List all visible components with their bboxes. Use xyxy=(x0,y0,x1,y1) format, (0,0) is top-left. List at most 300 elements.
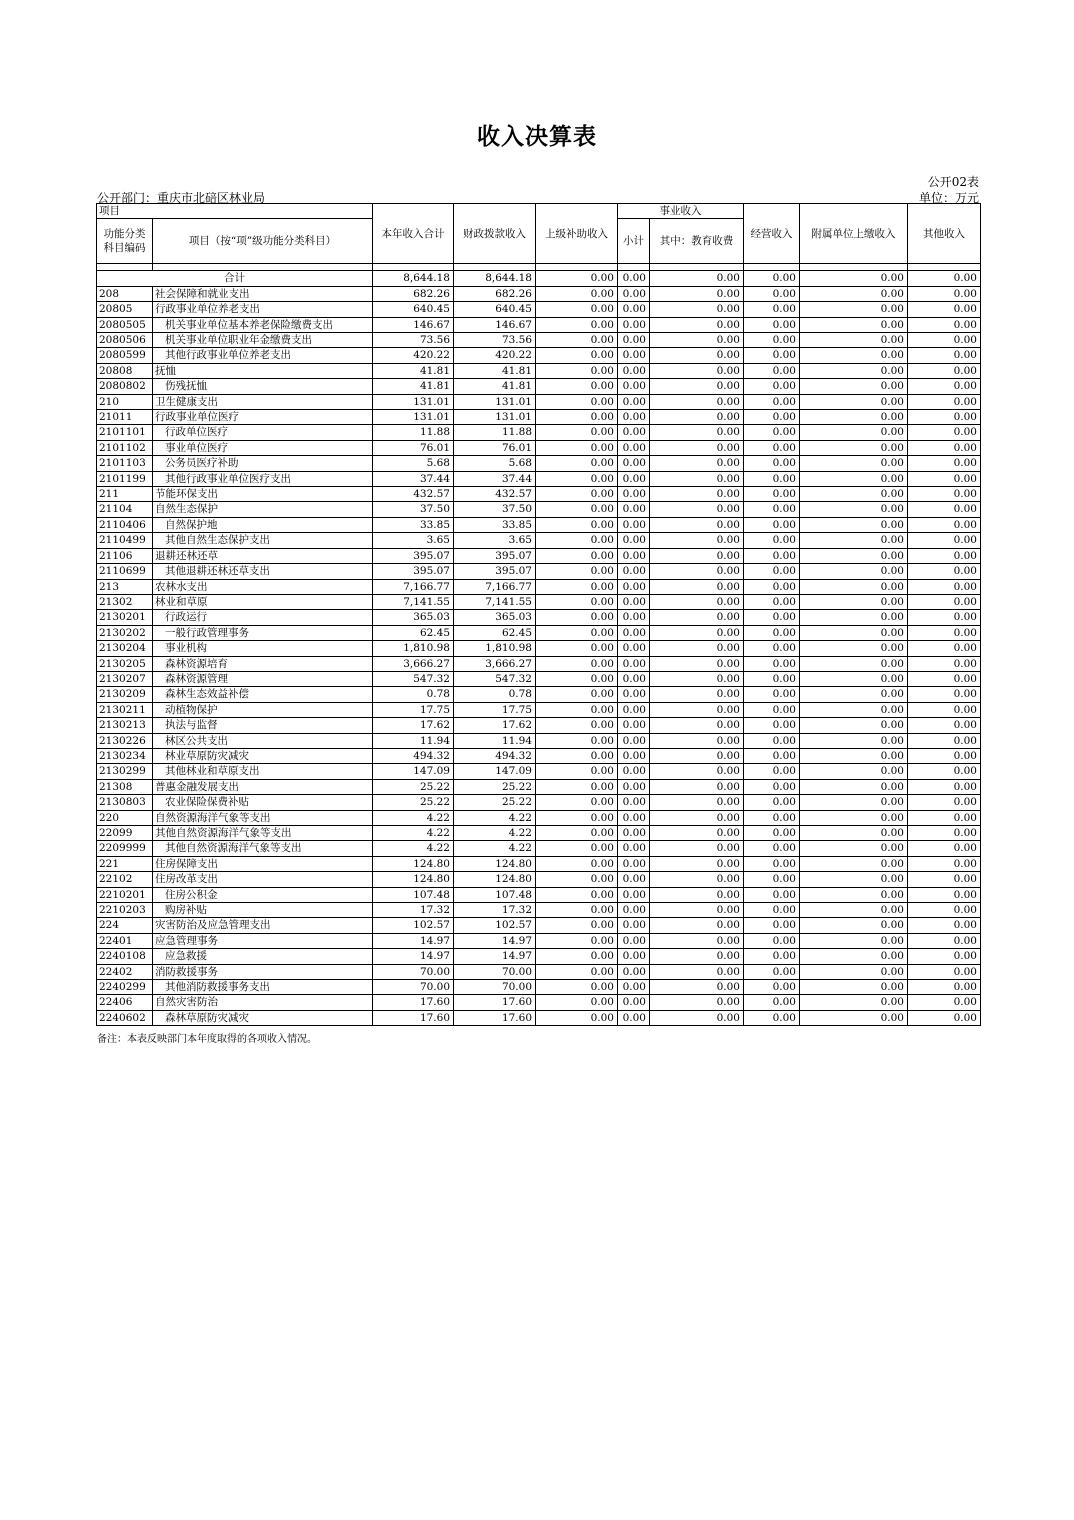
total-cell: 395.07 xyxy=(373,548,454,563)
affiliated-cell: 0.00 xyxy=(800,764,908,779)
code-cell: 2080802 xyxy=(97,379,153,394)
other-cell: 0.00 xyxy=(908,887,981,902)
code-cell: 210 xyxy=(97,394,153,409)
total-cell: 73.56 xyxy=(373,333,454,348)
subtotal-cell: 0.00 xyxy=(618,317,650,332)
superior-cell: 0.00 xyxy=(536,856,618,871)
total-cell: 682.26 xyxy=(373,286,454,301)
total-cell: 124.80 xyxy=(373,856,454,871)
subtotal-cell: 0.00 xyxy=(618,980,650,995)
affiliated-cell: 0.00 xyxy=(800,856,908,871)
total-label: 合计 xyxy=(97,271,373,286)
fiscal-cell: 25.22 xyxy=(454,795,536,810)
department-label: 公开部门：重庆市北碚区林业局 xyxy=(97,191,266,205)
superior-cell: 0.00 xyxy=(536,440,618,455)
name-cell: 应急管理事务 xyxy=(153,933,373,948)
affiliated-cell: 0.00 xyxy=(800,302,908,317)
code-cell: 2210201 xyxy=(97,887,153,902)
header-operating: 经营收入 xyxy=(744,204,800,264)
operating-cell: 0.00 xyxy=(744,363,800,378)
fiscal-cell: 0.78 xyxy=(454,687,536,702)
code-cell: 21302 xyxy=(97,594,153,609)
table-row xyxy=(97,425,981,440)
other-cell: 0.00 xyxy=(908,487,981,502)
fiscal-cell: 37.44 xyxy=(454,471,536,486)
fiscal-cell: 420.22 xyxy=(454,348,536,363)
table-row xyxy=(97,317,981,332)
header-total: 本年收入合计 xyxy=(373,204,454,264)
name-cell: 农业保险保费补贴 xyxy=(153,795,373,810)
affiliated-cell: 0.00 xyxy=(800,995,908,1010)
table-row xyxy=(97,641,981,656)
income-statement-table xyxy=(96,203,981,1026)
name-cell: 行政运行 xyxy=(153,610,373,625)
education-cell: 0.00 xyxy=(650,687,744,702)
operating-cell: 0.00 xyxy=(744,625,800,640)
affiliated-cell: 0.00 xyxy=(800,502,908,517)
affiliated-cell: 0.00 xyxy=(800,671,908,686)
affiliated-cell: 0.00 xyxy=(800,363,908,378)
subtotal-cell: 0.00 xyxy=(618,610,650,625)
education-cell: 0.00 xyxy=(650,302,744,317)
other-cell: 0.00 xyxy=(908,302,981,317)
other-cell: 0.00 xyxy=(908,748,981,763)
subtotal-cell: 0.00 xyxy=(618,625,650,640)
subtotal-cell: 0.00 xyxy=(618,1010,650,1025)
code-cell: 21106 xyxy=(97,548,153,563)
subtotal-cell: 0.00 xyxy=(618,564,650,579)
code-cell: 2130803 xyxy=(97,795,153,810)
affiliated-cell: 0.00 xyxy=(800,779,908,794)
subtotal-cell: 0.00 xyxy=(618,348,650,363)
code-cell: 22402 xyxy=(97,964,153,979)
name-cell: 节能环保支出 xyxy=(153,487,373,502)
name-cell: 其他消防救援事务支出 xyxy=(153,980,373,995)
code-cell: 2101103 xyxy=(97,456,153,471)
footnote: 备注：本表反映部门本年度取得的各项收入情况。 xyxy=(97,1034,317,1045)
education-cell: 0.00 xyxy=(650,533,744,548)
table-row xyxy=(97,980,981,995)
table-row xyxy=(97,933,981,948)
operating-cell: 0.00 xyxy=(744,533,800,548)
name-cell: 其他行政事业单位医疗支出 xyxy=(153,471,373,486)
education-cell: 0.00 xyxy=(650,810,744,825)
education-cell: 0.00 xyxy=(650,702,744,717)
other-cell: 0.00 xyxy=(908,872,981,887)
affiliated-cell: 0.00 xyxy=(800,933,908,948)
affiliated-cell: 0.00 xyxy=(800,517,908,532)
code-cell: 20805 xyxy=(97,302,153,317)
fiscal-cell: 17.62 xyxy=(454,718,536,733)
superior-cell: 0.00 xyxy=(536,302,618,317)
fiscal-cell: 131.01 xyxy=(454,394,536,409)
affiliated-cell: 0.00 xyxy=(800,286,908,301)
superior-cell: 0.00 xyxy=(536,764,618,779)
operating-cell: 0.00 xyxy=(744,456,800,471)
total-cell: 131.01 xyxy=(373,394,454,409)
superior-cell: 0.00 xyxy=(536,841,618,856)
code-cell: 2130202 xyxy=(97,625,153,640)
education-cell: 0.00 xyxy=(650,841,744,856)
name-cell: 森林草原防灾减灾 xyxy=(153,1010,373,1025)
subtotal-cell: 0.00 xyxy=(618,425,650,440)
table-row xyxy=(97,348,981,363)
fiscal-cell: 11.94 xyxy=(454,733,536,748)
superior-cell: 0.00 xyxy=(536,671,618,686)
affiliated-cell: 0.00 xyxy=(800,949,908,964)
other-cell: 0.00 xyxy=(908,456,981,471)
subtotal-cell: 0.00 xyxy=(618,795,650,810)
subtotal-cell: 0.00 xyxy=(618,918,650,933)
education-cell: 0.00 xyxy=(650,471,744,486)
subtotal-cell: 0.00 xyxy=(618,286,650,301)
total-cell: 3.65 xyxy=(373,533,454,548)
operating-cell: 0.00 xyxy=(744,517,800,532)
name-cell: 林区公共支出 xyxy=(153,733,373,748)
operating-cell: 0.00 xyxy=(744,656,800,671)
operating-cell: 0.00 xyxy=(744,548,800,563)
fiscal-cell: 1,810.98 xyxy=(454,641,536,656)
code-cell: 22102 xyxy=(97,872,153,887)
total-cell: 3,666.27 xyxy=(373,656,454,671)
total-cell: 640.45 xyxy=(373,302,454,317)
operating-cell: 0.00 xyxy=(744,594,800,609)
code-cell: 2101101 xyxy=(97,425,153,440)
other-cell: 0.00 xyxy=(908,333,981,348)
superior-cell: 0.00 xyxy=(536,918,618,933)
code-cell: 2110699 xyxy=(97,564,153,579)
operating-cell: 0.00 xyxy=(744,872,800,887)
code-cell: 20808 xyxy=(97,363,153,378)
affiliated-cell: 0.00 xyxy=(800,795,908,810)
affiliated-cell: 0.00 xyxy=(800,748,908,763)
table-row xyxy=(97,795,981,810)
code-cell: 211 xyxy=(97,487,153,502)
subtotal-cell: 0.00 xyxy=(618,517,650,532)
education-cell: 0.00 xyxy=(650,610,744,625)
total-cell: 33.85 xyxy=(373,517,454,532)
header-spacer xyxy=(97,264,981,271)
other-cell: 0.00 xyxy=(908,933,981,948)
superior-cell: 0.00 xyxy=(536,980,618,995)
subtotal-cell: 0.00 xyxy=(618,410,650,425)
name-cell: 普惠金融发展支出 xyxy=(153,779,373,794)
operating-cell: 0.00 xyxy=(744,764,800,779)
subtotal-cell: 0.00 xyxy=(618,841,650,856)
name-cell: 林业和草原 xyxy=(153,594,373,609)
subtotal-cell: 0.00 xyxy=(618,887,650,902)
total-cell: 11.94 xyxy=(373,733,454,748)
page-title: 收入决算表 xyxy=(477,123,597,150)
other-cell: 0.00 xyxy=(908,995,981,1010)
total-cell: 4.22 xyxy=(373,841,454,856)
affiliated-cell: 0.00 xyxy=(800,733,908,748)
operating-cell: 0.00 xyxy=(744,379,800,394)
affiliated-cell: 0.00 xyxy=(800,440,908,455)
header-subtotal: 小计 xyxy=(618,219,650,264)
education-cell: 0.00 xyxy=(650,410,744,425)
name-cell: 社会保障和就业支出 xyxy=(153,286,373,301)
affiliated-cell: 0.00 xyxy=(800,718,908,733)
table-row xyxy=(97,733,981,748)
education-cell: 0.00 xyxy=(650,579,744,594)
subtotal-cell: 0.00 xyxy=(618,933,650,948)
table-row xyxy=(97,918,981,933)
operating-cell: 0.00 xyxy=(744,425,800,440)
education-cell: 0.00 xyxy=(650,564,744,579)
total-cell: 0.00 xyxy=(536,271,618,286)
total-cell: 547.32 xyxy=(373,671,454,686)
total-cell: 146.67 xyxy=(373,317,454,332)
name-cell: 其他林业和草原支出 xyxy=(153,764,373,779)
total-cell: 76.01 xyxy=(373,440,454,455)
affiliated-cell: 0.00 xyxy=(800,1010,908,1025)
table-row xyxy=(97,656,981,671)
name-cell: 事业机构 xyxy=(153,641,373,656)
education-cell: 0.00 xyxy=(650,348,744,363)
other-cell: 0.00 xyxy=(908,918,981,933)
code-cell: 208 xyxy=(97,286,153,301)
total-cell: 7,141.55 xyxy=(373,594,454,609)
operating-cell: 0.00 xyxy=(744,286,800,301)
code-cell: 2080506 xyxy=(97,333,153,348)
total-cell: 494.32 xyxy=(373,748,454,763)
total-cell: 17.60 xyxy=(373,995,454,1010)
total-cell: 17.62 xyxy=(373,718,454,733)
superior-cell: 0.00 xyxy=(536,748,618,763)
education-cell: 0.00 xyxy=(650,487,744,502)
fiscal-cell: 494.32 xyxy=(454,748,536,763)
affiliated-cell: 0.00 xyxy=(800,533,908,548)
fiscal-cell: 4.22 xyxy=(454,841,536,856)
affiliated-cell: 0.00 xyxy=(800,980,908,995)
operating-cell: 0.00 xyxy=(744,317,800,332)
name-cell: 住房改革支出 xyxy=(153,872,373,887)
table-row xyxy=(97,487,981,502)
subtotal-cell: 0.00 xyxy=(618,872,650,887)
operating-cell: 0.00 xyxy=(744,471,800,486)
total-cell: 17.75 xyxy=(373,702,454,717)
superior-cell: 0.00 xyxy=(536,887,618,902)
education-cell: 0.00 xyxy=(650,733,744,748)
fiscal-cell: 147.09 xyxy=(454,764,536,779)
table-row xyxy=(97,671,981,686)
superior-cell: 0.00 xyxy=(536,903,618,918)
operating-cell: 0.00 xyxy=(744,487,800,502)
table-row xyxy=(97,887,981,902)
code-cell: 22099 xyxy=(97,826,153,841)
fiscal-cell: 41.81 xyxy=(454,363,536,378)
other-cell: 0.00 xyxy=(908,533,981,548)
subtotal-cell: 0.00 xyxy=(618,656,650,671)
other-cell: 0.00 xyxy=(908,471,981,486)
operating-cell: 0.00 xyxy=(744,748,800,763)
table-row xyxy=(97,903,981,918)
table-row xyxy=(97,517,981,532)
education-cell: 0.00 xyxy=(650,764,744,779)
other-cell: 0.00 xyxy=(908,517,981,532)
operating-cell: 0.00 xyxy=(744,779,800,794)
subtotal-cell: 0.00 xyxy=(618,702,650,717)
total-cell: 5.68 xyxy=(373,456,454,471)
code-cell: 2130207 xyxy=(97,671,153,686)
education-cell: 0.00 xyxy=(650,671,744,686)
fiscal-cell: 14.97 xyxy=(454,933,536,948)
superior-cell: 0.00 xyxy=(536,826,618,841)
fiscal-cell: 365.03 xyxy=(454,610,536,625)
subtotal-cell: 0.00 xyxy=(618,456,650,471)
other-cell: 0.00 xyxy=(908,856,981,871)
code-cell: 2130213 xyxy=(97,718,153,733)
table-row xyxy=(97,779,981,794)
name-cell: 行政事业单位医疗 xyxy=(153,410,373,425)
table-row xyxy=(97,964,981,979)
table-row xyxy=(97,1010,981,1025)
subtotal-cell: 0.00 xyxy=(618,687,650,702)
total-cell: 107.48 xyxy=(373,887,454,902)
superior-cell: 0.00 xyxy=(536,795,618,810)
fiscal-cell: 11.88 xyxy=(454,425,536,440)
fiscal-cell: 124.80 xyxy=(454,856,536,871)
code-cell: 22406 xyxy=(97,995,153,1010)
code-cell: 2080505 xyxy=(97,317,153,332)
code-cell: 2110406 xyxy=(97,517,153,532)
fiscal-cell: 76.01 xyxy=(454,440,536,455)
education-cell: 0.00 xyxy=(650,456,744,471)
total-cell: 0.00 xyxy=(618,271,650,286)
education-cell: 0.00 xyxy=(650,641,744,656)
table-row xyxy=(97,748,981,763)
name-cell: 灾害防治及应急管理支出 xyxy=(153,918,373,933)
table-row xyxy=(97,440,981,455)
other-cell: 0.00 xyxy=(908,317,981,332)
table-row xyxy=(97,856,981,871)
table-row xyxy=(97,286,981,301)
total-cell: 1,810.98 xyxy=(373,641,454,656)
code-cell: 21308 xyxy=(97,779,153,794)
code-cell: 2130226 xyxy=(97,733,153,748)
subtotal-cell: 0.00 xyxy=(618,671,650,686)
header-code: 功能分类科目编码 xyxy=(97,219,153,264)
subtotal-cell: 0.00 xyxy=(618,594,650,609)
total-cell: 11.88 xyxy=(373,425,454,440)
affiliated-cell: 0.00 xyxy=(800,687,908,702)
total-cell: 4.22 xyxy=(373,826,454,841)
table-row xyxy=(97,594,981,609)
operating-cell: 0.00 xyxy=(744,949,800,964)
superior-cell: 0.00 xyxy=(536,656,618,671)
table-row xyxy=(97,363,981,378)
affiliated-cell: 0.00 xyxy=(800,702,908,717)
other-cell: 0.00 xyxy=(908,779,981,794)
operating-cell: 0.00 xyxy=(744,795,800,810)
operating-cell: 0.00 xyxy=(744,348,800,363)
code-cell: 21104 xyxy=(97,502,153,517)
table-row xyxy=(97,410,981,425)
other-cell: 0.00 xyxy=(908,363,981,378)
total-cell: 0.00 xyxy=(744,271,800,286)
code-cell: 2130299 xyxy=(97,764,153,779)
education-cell: 0.00 xyxy=(650,317,744,332)
other-cell: 0.00 xyxy=(908,687,981,702)
subtotal-cell: 0.00 xyxy=(618,903,650,918)
other-cell: 0.00 xyxy=(908,671,981,686)
operating-cell: 0.00 xyxy=(744,579,800,594)
total-cell: 14.97 xyxy=(373,933,454,948)
affiliated-cell: 0.00 xyxy=(800,841,908,856)
affiliated-cell: 0.00 xyxy=(800,964,908,979)
operating-cell: 0.00 xyxy=(744,564,800,579)
fiscal-cell: 17.60 xyxy=(454,995,536,1010)
affiliated-cell: 0.00 xyxy=(800,317,908,332)
name-cell: 其他退耕还林还草支出 xyxy=(153,564,373,579)
superior-cell: 0.00 xyxy=(536,333,618,348)
superior-cell: 0.00 xyxy=(536,1010,618,1025)
fiscal-cell: 432.57 xyxy=(454,487,536,502)
fiscal-cell: 3,666.27 xyxy=(454,656,536,671)
table-row xyxy=(97,764,981,779)
superior-cell: 0.00 xyxy=(536,872,618,887)
table-row xyxy=(97,826,981,841)
affiliated-cell: 0.00 xyxy=(800,625,908,640)
education-cell: 0.00 xyxy=(650,872,744,887)
name-cell: 其他行政事业单位养老支出 xyxy=(153,348,373,363)
operating-cell: 0.00 xyxy=(744,964,800,979)
code-cell: 2209999 xyxy=(97,841,153,856)
other-cell: 0.00 xyxy=(908,502,981,517)
education-cell: 0.00 xyxy=(650,903,744,918)
affiliated-cell: 0.00 xyxy=(800,425,908,440)
operating-cell: 0.00 xyxy=(744,810,800,825)
education-cell: 0.00 xyxy=(650,333,744,348)
total-cell: 41.81 xyxy=(373,379,454,394)
code-cell: 2240299 xyxy=(97,980,153,995)
subtotal-cell: 0.00 xyxy=(618,764,650,779)
operating-cell: 0.00 xyxy=(744,410,800,425)
superior-cell: 0.00 xyxy=(536,564,618,579)
table-row xyxy=(97,502,981,517)
operating-cell: 0.00 xyxy=(744,687,800,702)
name-cell: 机关事业单位职业年金缴费支出 xyxy=(153,333,373,348)
total-cell: 37.50 xyxy=(373,502,454,517)
name-cell: 公务员医疗补助 xyxy=(153,456,373,471)
affiliated-cell: 0.00 xyxy=(800,594,908,609)
table-row xyxy=(97,810,981,825)
table-row xyxy=(97,564,981,579)
name-cell: 森林生态效益补偿 xyxy=(153,687,373,702)
superior-cell: 0.00 xyxy=(536,348,618,363)
other-cell: 0.00 xyxy=(908,579,981,594)
table-row xyxy=(97,471,981,486)
other-cell: 0.00 xyxy=(908,841,981,856)
superior-cell: 0.00 xyxy=(536,610,618,625)
code-cell: 2130209 xyxy=(97,687,153,702)
other-cell: 0.00 xyxy=(908,594,981,609)
education-cell: 0.00 xyxy=(650,440,744,455)
affiliated-cell: 0.00 xyxy=(800,487,908,502)
operating-cell: 0.00 xyxy=(744,641,800,656)
other-cell: 0.00 xyxy=(908,656,981,671)
table-row xyxy=(97,333,981,348)
code-cell: 2101199 xyxy=(97,471,153,486)
total-cell: 14.97 xyxy=(373,949,454,964)
superior-cell: 0.00 xyxy=(536,487,618,502)
total-cell: 8,644.18 xyxy=(373,271,454,286)
fiscal-cell: 395.07 xyxy=(454,548,536,563)
operating-cell: 0.00 xyxy=(744,995,800,1010)
other-cell: 0.00 xyxy=(908,980,981,995)
operating-cell: 0.00 xyxy=(744,671,800,686)
